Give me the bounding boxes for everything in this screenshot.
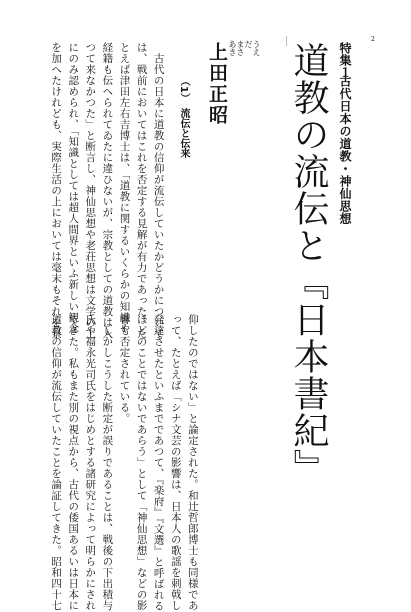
article-title: 道教の流伝と『日本書紀』 <box>288 42 329 486</box>
body-line: って、たとえば「シナ文芸の影響は、日本人の歌謡を刺戟し <box>169 314 182 611</box>
section-heading: （1） 流伝と伝来 <box>178 76 189 158</box>
body-line: 発達させたといふまでであつて、『楽府』『文選』と呼ばれる <box>152 314 165 612</box>
author-ruby <box>228 40 260 60</box>
body-upper-block <box>44 42 165 339</box>
article-subtitle: 古代日本の道教・神仙思想 <box>338 75 352 225</box>
body-line: つて来なかつた」と断言し、神仙思想や老荘思想は文学の上 <box>84 42 97 339</box>
body-line: を加へたけれども、実際生活の上においては毫末もそれを景 <box>50 42 63 339</box>
body-line: にのみ認められ、「知識としては超人間界といふ新しい観念 <box>67 42 80 334</box>
body-line: てきた。私もまた別の視点から、古代の倭国あるいは日本に <box>67 314 80 611</box>
author-name: 上田正昭 <box>206 42 228 126</box>
body-line: 道教の信仰が流伝していたことを論証してきた。昭和四十七 <box>50 314 63 611</box>
author-ruby-3: まさ <box>236 40 245 56</box>
body-line: 氏や福永光司氏をはじめとする諸研究によって明らかにされ <box>84 314 97 611</box>
body-lower-block <box>44 314 199 612</box>
body-line: しかしこうした断定が誤りであることは、戦後の下出積与 <box>101 324 114 611</box>
author-ruby-1: うえ <box>252 40 261 56</box>
author-ruby-4: あき <box>228 40 237 56</box>
page-number: 2 <box>371 36 375 43</box>
body-line: ほどのことではないであらう」として「神仙思想」などの影 <box>135 314 148 611</box>
header-divider <box>286 36 287 46</box>
body-line: は、戦前においてはこれを否定する見解が有力であった。た <box>135 42 148 339</box>
body-line: 響も否定されている。 <box>118 314 131 424</box>
series-label: 特集１ <box>338 42 352 78</box>
body-line: 仰したのではない」と論定された。和辻哲郎博士も同様であ <box>186 314 199 611</box>
body-line: 古代の日本に道教の信仰が流伝していたかどうかについて <box>152 52 165 339</box>
body-line: とえば津田左右吉博士は、「道教に関するいくらかの知識や <box>118 42 131 334</box>
body-line: 経籍も伝へられてゐたに違ひないが、宗教としての道教は入 <box>101 42 114 339</box>
author-ruby-2: だ <box>244 40 253 48</box>
